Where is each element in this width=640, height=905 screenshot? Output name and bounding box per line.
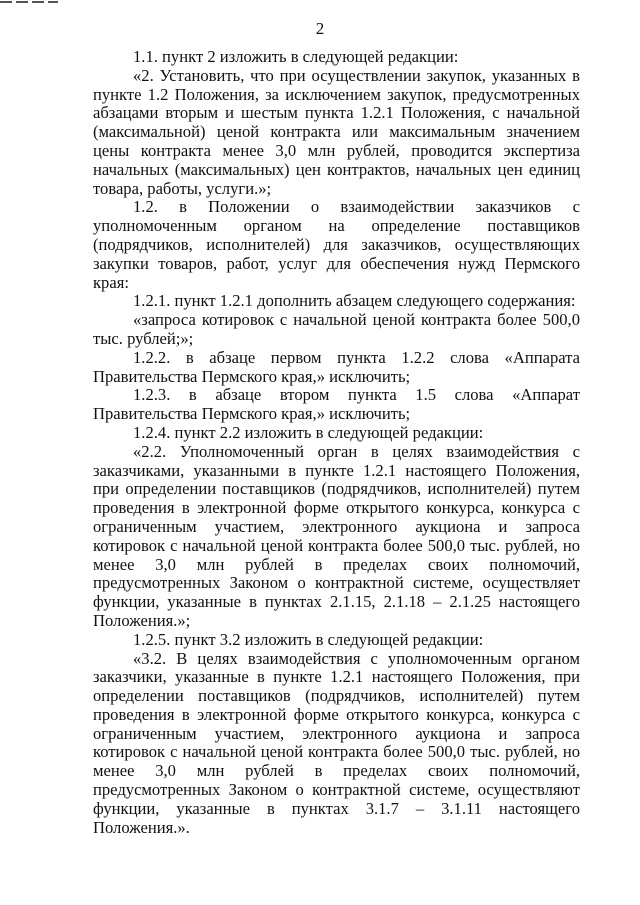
top-edge-dashes [0, 1, 60, 7]
paragraph-1-1: 1.1. пункт 2 изложить в следующей редакции: [133, 47, 459, 66]
paragraph-quote-2: «2. Установить, что при осуществлении закупок, указанных в пункте 1.2 Положения, за исключением закупок, предусмотренных абзацами вторым и шестым пункта 1.2.1 Положения, с начальной (максимальной) ценой контракта или максимальным значением цены контракта менее 3,0 млн рублей, проводится экспертиза начальных (максимальных) цен контрактов, начальных цен единиц товара, работы, услуги.»; [93, 65, 580, 198]
paragraph-1-2: 1.2. в Положении о взаимодействии заказчиков с уполномоченным органом на определение поставщиков (подрядчиков, исполнителей) для заказчиков, осуществляющих закупки товаров, работ, услуг для обеспечения нужд Пермского края: [93, 197, 580, 292]
paragraph-quote-zaprosa: «запроса котировок с начальной ценой контракта более 500,0 тыс. рублей;»; [93, 310, 580, 348]
paragraph-quote-3-2: «3.2. В целях взаимодействия с уполномоченным органом заказчики, указанные в пункте 1.2.1 настоящего Положения, при определении поставщиков (подрядчиков, исполнителей) путем проведения в электронной форме открытого конкурса, конкурса с ограниченным участием, электронного аукциона и запроса котировок с начальной ценой контракта более 500,0 тыс. рублей, но менее 3,0 млн рублей в пределах своих полномочий, предусмотренных Законом о контрактной системе, осуществляют функции, указанные в пунктах 3.1.7 – 3.1.11 настоящего Положения.». [93, 648, 580, 837]
paragraph-1-2-2: 1.2.2. в абзаце первом пункта 1.2.2 слова «Аппарата Правительства Пермского края,» исключить; [93, 347, 580, 386]
paragraph-1-2-5: 1.2.5. пункт 3.2 изложить в следующей редакции: [133, 629, 484, 649]
paragraph-1-2-1: 1.2.1. пункт 1.2.1 дополнить абзацем следующего содержания: [133, 291, 576, 311]
document-body [93, 48, 580, 837]
page-number: 2 [315, 19, 325, 38]
paragraph-1-2-3: 1.2.3. в абзаце втором пункта 1.5 слова «Аппарат Правительства Пермского края,» исключить; [93, 385, 580, 424]
paragraph-1-2-4: 1.2.4. пункт 2.2 изложить в следующей редакции: [133, 422, 484, 442]
paragraph-quote-2-2: «2.2. Уполномоченный орган в целях взаимодействия с заказчиками, указанными в пункте 1.2.1 настоящего Положения, при определении поставщиков (подрядчиков, исполнителей) путем проведения в электронной форме открытого конкурса, конкурса с ограниченным участием, электронного аукциона и запроса котировок с начальной ценой контракта более 500,0 тыс. рублей, но менее 3,0 млн рублей в пределах своих полномочий, предусмотренных Законом о контрактной системе, осуществляет функции, указанные в пунктах 2.1.15, 2.1.18 – 2.1.25 настоящего Положения.»; [93, 441, 580, 630]
